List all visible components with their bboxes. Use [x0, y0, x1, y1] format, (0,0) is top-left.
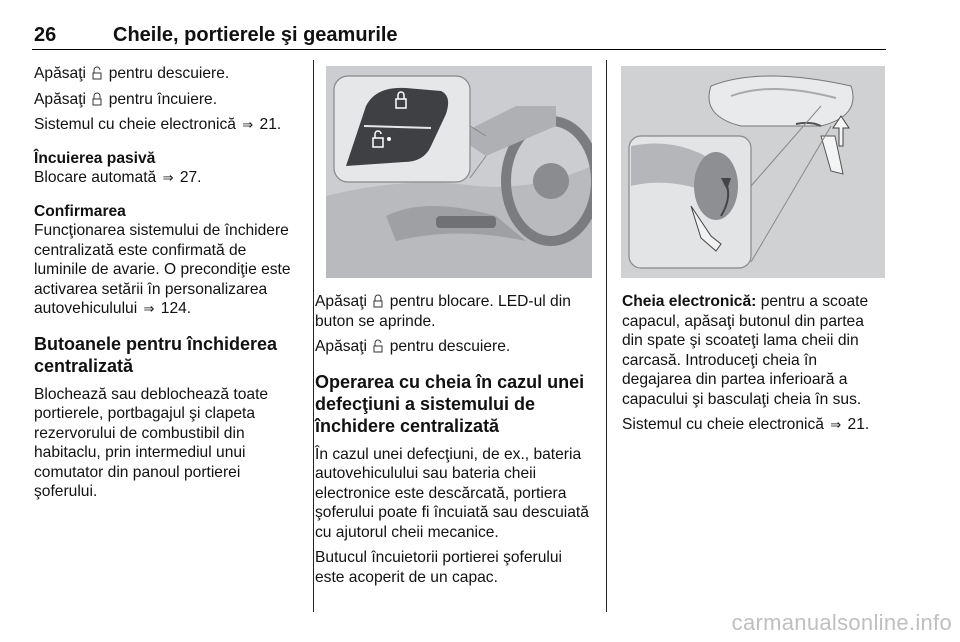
column-divider-2 — [606, 60, 607, 612]
central-locking-buttons-heading: Butoanele pentru închiderea centralizată — [34, 333, 278, 376]
header-rule — [32, 49, 886, 50]
door-switch-drawing — [326, 66, 592, 278]
central-locking-buttons-text: Blochează sau deblochează toate portierele, portbagajul şi clapeta rezervorului de combustibil din habitaclu, prin intermediul unui comutator din panoul portierei şoferului. — [34, 385, 269, 500]
lock-icon — [373, 294, 383, 308]
reference-arrow-icon: ⇒ — [162, 170, 174, 185]
column-2 — [315, 292, 595, 593]
keyless-reference: Sistemul cu cheie electronică ⇒ 21. — [34, 116, 282, 133]
confirmation-heading: Confirmarea — [34, 202, 126, 220]
keyless-reference-2: Sistemul cu cheie electronică ⇒ 21. — [622, 416, 870, 433]
lock-button-instruction: Apăsaţi pentru blocare. LED-ul din buton se aprinde. — [315, 293, 571, 330]
electronic-key-text: Cheia electronică: pentru a scoate capacul, apăsaţi butonul din partea din spate şi scoateţi lama cheii din carcasă. Introduceţi cheia în degajarea din partea inferioară a capacului şi basculaţi cheia în sus. — [622, 293, 869, 408]
lock-cylinder-text: Butucul încuietorii portierei şoferului este acoperit de un capac. — [315, 549, 563, 586]
column-1 — [34, 64, 302, 508]
key-operation-text: În cazul unei defecţiuni, de ex., bateria autovehiculului sau bateria cheii electronice este descărcată, portiera şoferului poate fi încuiată sau descuiată cu ajutorul cheii mecanice. — [315, 445, 589, 541]
column-divider-1 — [313, 60, 314, 612]
passive-locking-text: Blocare automată ⇒ 27. — [34, 169, 202, 186]
reference-arrow-icon: ⇒ — [143, 301, 155, 316]
page-title: Cheile, portierele şi geamurile — [113, 24, 398, 46]
unlock-icon — [92, 66, 102, 80]
lock-icon — [92, 92, 102, 106]
page-number: 26 — [34, 24, 57, 46]
door-lock-switch-illustration — [326, 66, 592, 278]
passive-locking-heading: Încuierea pasivă — [34, 149, 156, 167]
reference-arrow-icon: ⇒ — [830, 417, 842, 432]
watermark: carmanualsonline.info — [731, 610, 952, 635]
door-handle-key-illustration — [621, 66, 885, 278]
column-3 — [622, 292, 884, 441]
reference-arrow-icon: ⇒ — [242, 117, 254, 132]
electronic-key-label: Cheia electronică: — [622, 293, 757, 310]
key-operation-heading: Operarea cu cheia în cazul unei defecţiuni a sistemului de închidere centralizată — [315, 371, 585, 436]
lock-instruction: Apăsaţi pentru încuiere. — [34, 90, 218, 108]
page-header — [32, 18, 884, 48]
unlock-icon — [373, 339, 383, 353]
unlock-button-instruction: Apăsaţi pentru descuiere. — [315, 338, 511, 355]
confirmation-text: Funcţionarea sistemului de închidere centralizată este confirmată de luminile de avarie. O precondiţie este activarea setării în personalizarea autovehiculului ⇒ 124. — [34, 222, 291, 317]
door-handle-drawing — [621, 66, 885, 278]
unlock-instruction: Apăsaţi pentru descuiere. — [34, 65, 230, 82]
